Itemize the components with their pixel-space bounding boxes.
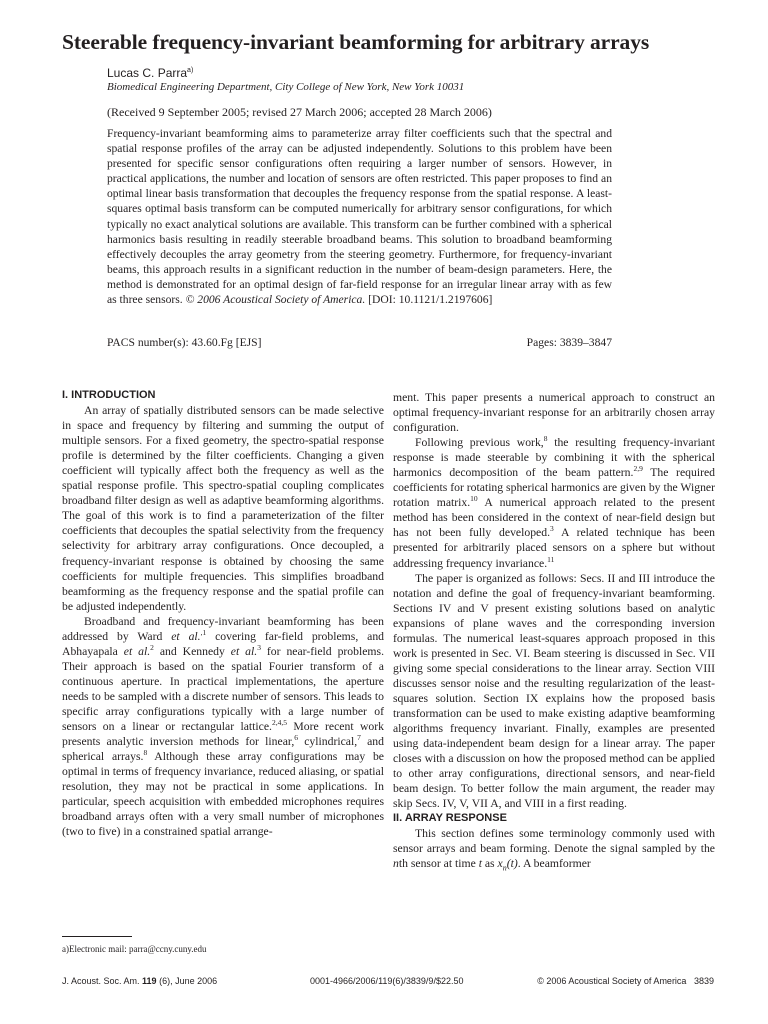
footer-copyright xyxy=(537,976,714,986)
left-column xyxy=(62,388,384,839)
text-run: for near-field problems. Their approach is based on the spatial Fourier transform of a continuous aperture. In practical implementations, the aperture needs to be sampled with a discrete number of sensors. This leads to specific array configurations typically with a large number of sensors on a linear or rectangular lattice. xyxy=(62,644,384,734)
journal-volume: 119 xyxy=(142,976,157,986)
footnote-email: a)Electronic mail: parra@ccny.cuny.edu xyxy=(62,944,207,954)
citation-ref[interactable]: 6 xyxy=(294,733,298,743)
math-var: x xyxy=(497,857,503,871)
text-run: et al. xyxy=(171,629,201,643)
author-name xyxy=(107,66,193,80)
text-run: et al. xyxy=(123,644,151,658)
math-var: (t) xyxy=(506,857,518,871)
text-run: . A beamformer xyxy=(517,857,591,871)
citation-ref[interactable]: 3 xyxy=(257,642,261,652)
math-subscript: n xyxy=(502,863,507,873)
paragraph xyxy=(393,435,715,570)
text-run: Broadband and frequency-invariant beamforming has been addressed by Ward xyxy=(62,614,384,643)
paragraph xyxy=(62,614,384,840)
citation-ref[interactable]: 8 xyxy=(143,748,148,758)
journal-citation xyxy=(62,976,217,986)
text-run: cylindrical, xyxy=(298,735,358,749)
pacs-numbers: PACS number(s): 43.60.Fg [EJS] xyxy=(107,336,262,349)
right-column xyxy=(393,390,715,876)
text-run: A related technique has been presented for arbitrarily placed sensors on a sphere but without addressing frequency invariance. xyxy=(393,526,716,570)
text-run: as xyxy=(481,857,498,871)
text-run: the resulting frequency-invariant response is made steerable by combining it with the spherical harmonics decomposition of the beam pattern. xyxy=(393,436,715,480)
section-heading-array-response: II. ARRAY RESPONSE xyxy=(393,812,507,825)
citation-ref[interactable]: 10 xyxy=(470,494,478,504)
paper-title: Steerable frequency-invariant beamforming for arbitrary arrays xyxy=(62,30,650,54)
doi-link[interactable]: [DOI: 10.1121/1.2197606] xyxy=(368,293,493,307)
journal-name: J. Acoust. Soc. Am. xyxy=(62,976,143,986)
abstract-copyright: © 2006 Acoustical Society of America. xyxy=(185,293,366,307)
text-run: et al. xyxy=(230,644,258,658)
author-footnote-mark: a) xyxy=(187,67,194,74)
section-heading-introduction: I. INTRODUCTION xyxy=(62,389,156,401)
article-code: 0001-4966/2006/119(6)/3839/9/$22.50 xyxy=(310,976,464,986)
journal-issue: (6), June 2006 xyxy=(156,976,218,986)
text-run: covering far-field problems, and Abhayapala xyxy=(62,629,385,658)
abstract xyxy=(107,126,612,307)
page-number: 3839 xyxy=(693,976,714,986)
copyright-text: © 2006 Acoustical Society of America xyxy=(537,976,687,986)
received-dates: (Received 9 September 2005; revised 27 March 2006; accepted 28 March 2006) xyxy=(107,105,492,119)
citation-ref[interactable]: 7 xyxy=(357,733,361,743)
paragraph: ment. This paper presents a numerical approach to construct an optimal frequency-invariant response for an arbitrarily chosen array configuration. xyxy=(393,391,715,435)
abstract-body: Frequency-invariant beamforming aims to parameterize array filter coefficients such that the spectral and spatial response profiles of the array can be adjusted independently. Solutions to this problem have been presented for specific sensor configurations often requiring a larger number of sensors. However, in practical applications, the number and location of sensors are often restricted. This paper proposes to find an optimal linear basis transformation that decouples the frequency response from the spatial response. A least-squares optimal basis transform can be computed numerically for arbitrary sensor configurations, for which typically no exact analytical solutions are available. This transform can be further combined with a spherical harmonics basis resulting in readily steerable broadband beams. This solution to broadband beamforming effectively decouples the array geometry from the steering geometry. Furthermore, for frequency-invariant beams, this approach results in a significant reduction in the number of beam-design parameters. Here, the method is demonstrated for an optimal design of far-field response for an irregular linear array with as few as three sensors. xyxy=(107,127,612,307)
text-run: and Kennedy xyxy=(153,644,231,658)
text-run: A numerical approach related to the present method has been considered in the context of near-field design but has not been fully developed. xyxy=(393,496,715,540)
citation-ref[interactable]: 2 xyxy=(150,642,154,652)
math-var: t xyxy=(478,857,482,871)
text-run: This section defines some terminology commonly used with sensor arrays and beam forming. Denote the signal sampled by the xyxy=(393,827,715,856)
citation-ref[interactable]: ,1 xyxy=(200,627,207,637)
text-run: th sensor at time xyxy=(398,857,479,871)
text-run: Although these array configurations may be optimal in terms of frequency invariance, reduced aliasing, or spatial resolution, they may not be practical in some applications. In particular, speech acquisition with embedded microphones requires broadband arrays often with a very small number of microphones (two to five) in a constrained spatial arrange- xyxy=(62,750,384,839)
math-var: n xyxy=(393,857,399,871)
footnote-rule xyxy=(62,936,132,937)
text-run: The required coefficients for rotating spherical harmonics are given by the Wigner rotation matrix. xyxy=(393,466,716,510)
citation-ref[interactable]: 2,9 xyxy=(633,464,643,474)
affiliation: Biomedical Engineering Department, City College of New York, New York 10031 xyxy=(107,81,465,93)
paragraph xyxy=(393,826,715,875)
paragraph: An array of spatially distributed sensors can be made selective in space and frequency by filtering and summing the output of multiple sensors. For a fixed geometry, the spectro-spatial response profile is determined by the filter coefficients. Changing a given coefficient will typically affect both the frequency as well as the spatial response profile. This spectro-spatial coupling complicates broadband filter design as well as adaptive beamforming algorithms. The goal of this work is to find a parameterization of the filter coefficients that decouples the spatial selectivity from the frequency selectivity for arbitrary array configurations. Once decoupled, a frequency-invariant response is obtained by choosing the same coefficients for multiple frequencies. This simplifies broadband beamforming as the frequency response and the spatial profile can be adjusted independently. xyxy=(62,404,384,613)
citation-ref[interactable]: 11 xyxy=(547,554,555,564)
text-run: Following previous work, xyxy=(415,436,544,450)
text-run: and spherical arrays. xyxy=(62,735,384,764)
author-name-text: Lucas C. Parra xyxy=(107,66,188,80)
citation-ref[interactable]: 2,4,5 xyxy=(271,718,287,728)
paragraph: The paper is organized as follows: Secs. II and III introduce the notation and define the goal of frequency-invariant beamforming. Sections IV and V present existing solutions based on analytic expansions of plane waves and the corresponding inversion formulas. The numerical least-squares approach proposed in this work is presented in Sec. VI. Beam steering is discussed in Sec. VII giving some special considerations to the linear array. Section VIII discusses sensor noise and the resulting regularization of the least-squares solution. Section IX explains how the proposed basis transformation can be used to make existing adaptive beamforming algorithms frequency invariant. Finally, examples are presented using data-independent beam design for a linear array. The paper closes with a discussion on how the proposed method can be applied to other array configurations, directional sensors, and near-field beam design. To better follow the main argument, the reader may skip Secs. IV, V, VII A, and VIII in a first reading. xyxy=(393,571,715,811)
page-range: Pages: 3839–3847 xyxy=(526,336,612,349)
text-run: More recent work presents analytic inversion methods for linear, xyxy=(62,720,384,749)
citation-ref[interactable]: 3 xyxy=(550,524,554,534)
citation-ref[interactable]: 8 xyxy=(543,434,548,444)
